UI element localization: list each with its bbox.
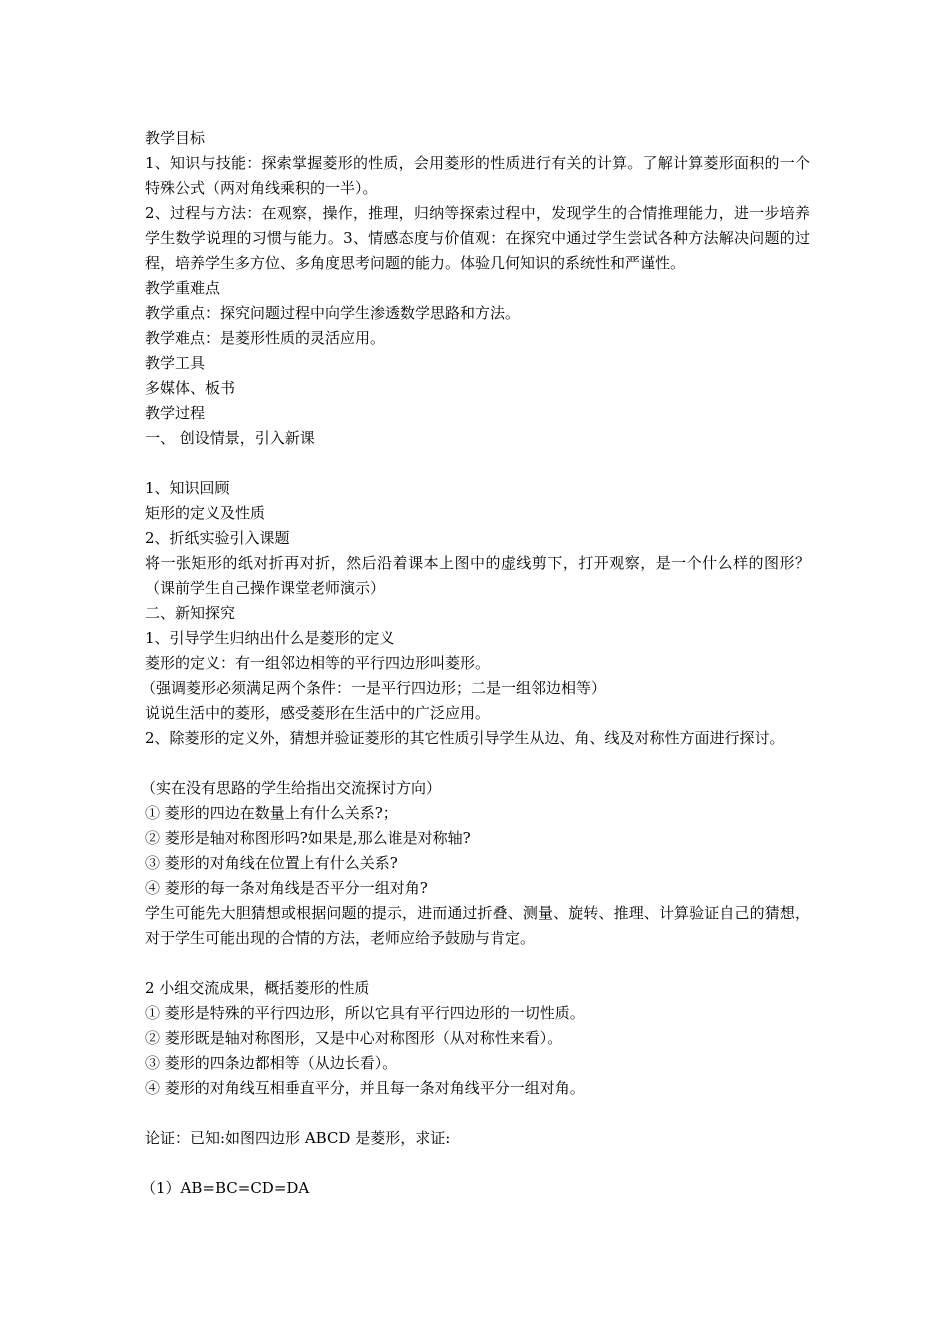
item-group-exchange: 2 小组交流成果，概括菱形的性质 xyxy=(145,979,370,997)
blank-line xyxy=(145,951,810,976)
item-guide-definition: 1、引导学生归纳出什么是菱形的定义 xyxy=(145,629,395,647)
paragraph-proof-item-1: （1）AB=BC=CD=DA xyxy=(141,1179,310,1197)
section-two-title: 二、新知探究 xyxy=(145,604,236,622)
paragraph-student-methods: 学生可能先大胆猜想或根据问题的提示，进而通过折叠、测量、旋转、推理、计算验证自己的猜想，对于学生可能出现的合情的方法，老师应给予鼓励与肯定。 xyxy=(145,904,810,947)
paragraph-tools: 多媒体、板书 xyxy=(145,379,236,397)
question-1: ① 菱形的四边在数量上有什么关系?； xyxy=(145,804,398,822)
property-1: ① 菱形是特殊的平行四边形，所以它具有平行四边形的一切性质。 xyxy=(145,1004,585,1022)
paragraph-rectangle-definition: 矩形的定义及性质 xyxy=(145,504,266,522)
item-folding-experiment: 2、折纸实验引入课题 xyxy=(145,529,290,547)
paragraph-key-point: 教学重点：探究问题过程中向学生渗透数学思路和方法。 xyxy=(145,304,521,322)
document-page xyxy=(141,126,810,1201)
heading-teaching-goals: 教学目标 xyxy=(145,129,206,147)
blank-line xyxy=(145,1101,810,1126)
property-2: ② 菱形既是轴对称图形，又是中心对称图形（从对称性来看）。 xyxy=(145,1029,563,1047)
paragraph-hint-direction: （实在没有思路的学生给指出交流探讨方向） xyxy=(141,779,442,797)
paragraph-emphasis-conditions: （强调菱形必须满足两个条件：一是平行四边形；二是一组邻边相等） xyxy=(141,679,607,697)
paragraph-rhombus-definition: 菱形的定义：有一组邻边相等的平行四边形叫菱形。 xyxy=(145,654,491,672)
paragraph-life-examples: 说说生活中的菱形，感受菱形在生活中的广泛应用。 xyxy=(145,704,491,722)
question-3: ③ 菱形的对角线在位置上有什么关系? xyxy=(145,854,398,872)
section-one-title: 一、 创设情景，引入新课 xyxy=(145,429,315,447)
blank-line xyxy=(145,451,810,476)
blank-line xyxy=(145,751,810,776)
paragraph-proof-given: 论证：已知:如图四边形 ABCD 是菱形，求证: xyxy=(145,1129,451,1147)
paragraph-difficulty: 教学难点：是菱形性质的灵活应用。 xyxy=(145,329,386,347)
heading-teaching-process: 教学过程 xyxy=(145,404,206,422)
item-knowledge-review: 1、知识回顾 xyxy=(145,479,230,497)
property-3: ③ 菱形的四条边都相等（从边长看）。 xyxy=(145,1054,398,1072)
paragraph-guess-verify: 2、除菱形的定义外，猜想并验证菱形的其它性质引导学生从边、角、线及对称性方面进行探讨。 xyxy=(145,729,785,747)
question-2: ② 菱形是轴对称图形吗?如果是,那么谁是对称轴? xyxy=(145,829,471,847)
paragraph-process-methods: 2、过程与方法：在观察，操作，推理，归纳等探索过程中，发现学生的合情推理能力，进一步培养学生数学说理的习惯与能力。3、情感态度与价值观：在探究中通过学生尝试各种方法解决问题的过程，培养学生多方位、多角度思考问题的能力。体验几何知识的系统性和严谨性。 xyxy=(145,204,810,272)
property-4: ④ 菱形的对角线互相垂直平分，并且每一条对角线平分一组对角。 xyxy=(145,1079,585,1097)
heading-teaching-tools: 教学工具 xyxy=(145,354,206,372)
question-4: ④ 菱形的每一条对角线是否平分一组对角? xyxy=(145,879,428,897)
paragraph-knowledge-skills: 1、知识与技能：探索掌握菱形的性质，会用菱形的性质进行有关的计算。了解计算菱形面积的一个特殊公式（两对角线乘积的一半）。 xyxy=(145,154,810,197)
paragraph-folding-description: 将一张矩形的纸对折再对折，然后沿着课本上图中的虚线剪下，打开观察，是一个什么样的图形？（课前学生自己操作课堂老师演示） xyxy=(145,554,810,597)
heading-key-difficulties: 教学重难点 xyxy=(145,279,221,297)
blank-line xyxy=(145,1151,810,1176)
